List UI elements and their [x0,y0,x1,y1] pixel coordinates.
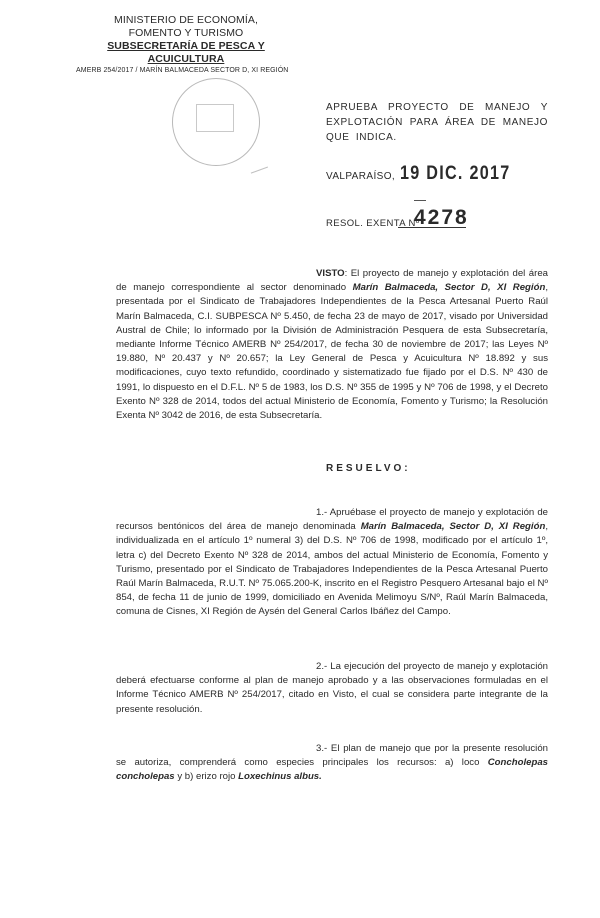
stamp-inner-box [196,104,234,132]
reference-code: AMERB 254/2017 / MARÍN BALMACEDA SECTOR D, XI REGIÓN [76,67,289,74]
resuelvo-heading: RESUELVO: [326,463,411,474]
item-3-species-1: Concholepas concholepas [116,757,548,783]
subsecretaria-name: SUBSECRETARÍA DE PESCA Y ACUICULTURA [107,40,265,65]
place: VALPARAÍSO, [326,171,396,182]
item-3-species-2: Loxechinus albus. [238,771,322,783]
resolution-number: 4278 [414,206,469,229]
letterhead [76,14,296,75]
item-1-text-2: , individualizada en el artículo 1º numeral 3) del D.S. Nº 706 de 1998, modificado por el artículo 1º, letra c) del Decreto Exento Nº 328 de 2014, ambos del actual Ministerio de Economía, Fomento y Turismo, presentado por el Sindicato de Trabajadores Independientes de la Pesca Artesanal Puerto Raúl Marín Balmaceda, R.U.T. Nº 75.065.200-K, inscrito en el Registro Pesquero Artesanal bajo el Nº 854, de fecha 11 de junio de 1999, domiciliado en Avenida Melimoyu S/Nº, Raúl Marín Balmaceda, comuna de Cisnes, XI Región de Aysén del General Carlos Ibáñez del Campo. [116,521,548,618]
visto-paragraph [116,267,548,423]
resolution-label: RESOL. EXENTA Nº [326,218,420,229]
ministry-name-cont: FOMENTO Y TURISMO [128,27,244,39]
resolution-underline [398,227,466,228]
document-subject: APRUEBA PROYECTO DE MANEJO Y EXPLOTACIÓN PARA ÁREA DE MANEJO QUE INDICA. [326,102,548,143]
item-1-text-1: 1.- Apruébase el proyecto de manejo y explotación de recursos bentónicos del área de manejo denominada [116,507,548,533]
visto-label: VISTO [316,268,345,279]
item-1-area-name: Marín Balmaceda, Sector D, XI Región [360,521,546,533]
item-3-text-1: 3.- El plan de manejo que por la presente resolución se autoriza, comprenderá como especies principales los recursos: a) loco [116,743,548,769]
item-3-text-2: y b) erizo rojo [174,771,239,783]
visto-text-1: : El proyecto de manejo y explotación del área de manejo correspondiente al sector denominado [116,268,548,294]
item-3-paragraph [116,742,548,785]
ministry-name: MINISTERIO DE ECONOMÍA, [113,14,259,26]
handwritten-dash [414,200,426,201]
item-1-paragraph [116,506,548,620]
stamp-mark [246,153,268,173]
item-2-paragraph: 2.- La ejecución del proyecto de manejo y explotación deberá efectuarse conforme al plan de manejo aprobado y a las observaciones formuladas en el Informe Técnico AMERB Nº 254/2017, citado en Visto, el cual se considera parte integrante de la presente resolución. [116,661,548,715]
visto-text-2: , presentada por el Sindicato de Trabajadores Independientes de la Pesca Artesanal Puerto Raúl Marín Balmaceda, C.I. SUBPESCA Nº 5.450, de fecha 23 de mayo de 2017, visado por Universidad Austral de Chile; lo informado por la División de Administración Pesquera de esta Subsecretaría, mediante Informe Técnico AMERB Nº 254/2017, de fecha 30 de noviembre de 2017; las Leyes Nº 19.880, Nº 20.437 y Nº 20.657; la Ley General de Pesca y Acuicultura Nº 18.892 y sus modificaciones, cuyo texto refundido, coordinado y sistematizado fue fijado por el D.S. Nº 430 de 1991, lo dispuesto en el D.F.L. Nº 5 de 1983, los D.S. Nº 355 de 1995 y Nº 706 de 1998, y el Decreto Exento Nº 328 de 2014, todos del actual Ministerio de Economía, Fomento y Turismo; la Resolución Exenta Nº 3042 de 2016, de esta Subsecretaría. [116,282,548,422]
date-stamp: 19 DIC. 2017 [400,163,511,184]
visto-area-name: Marín Balmaceda, Sector D, XI Región [352,282,546,294]
